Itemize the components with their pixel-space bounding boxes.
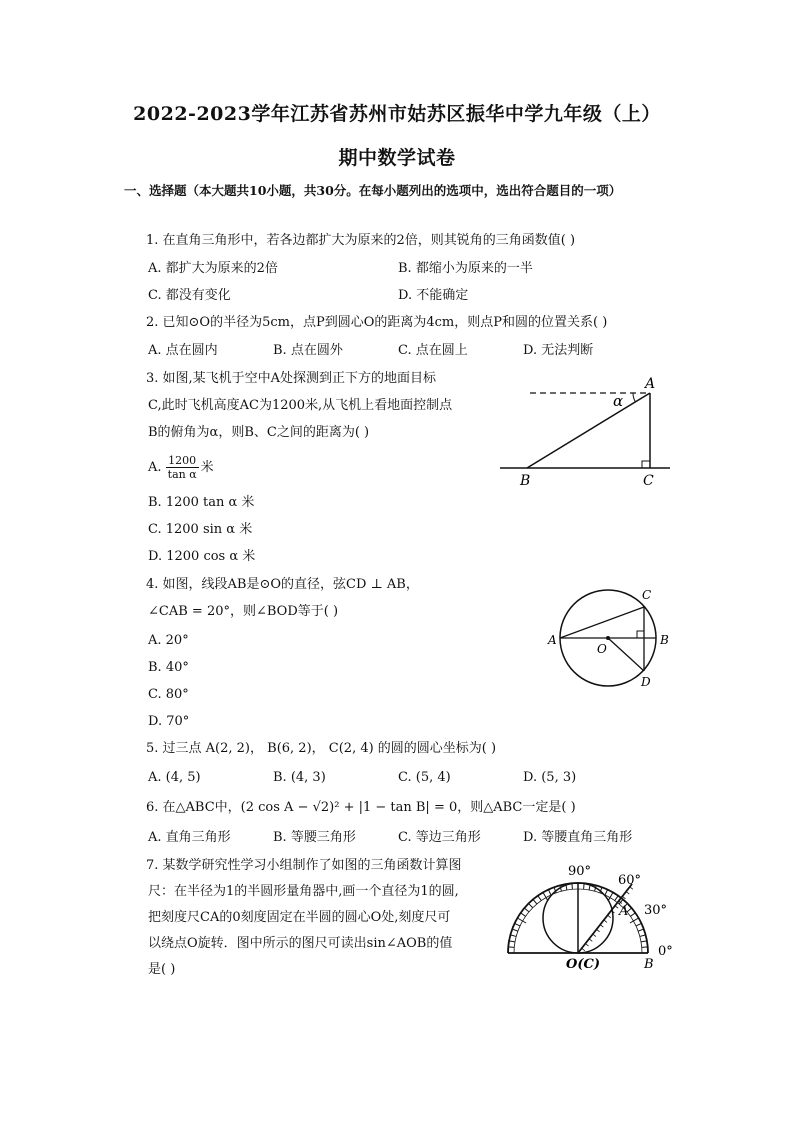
q7-label-0: 0° xyxy=(658,944,673,959)
q3-stem-line-3: B的俯角为α，则B、C之间的距离为( ) xyxy=(148,425,370,440)
q7-protractor-tick xyxy=(512,929,518,931)
q3-stem-line-2: C,此时飞机高度AC为1200米,从飞机上看地面控制点 xyxy=(148,398,453,413)
q3-option-d[interactable]: D. 1200 cos α 米 xyxy=(148,549,256,564)
q7-ruler-tick xyxy=(593,934,596,936)
q7-protractor-tick xyxy=(548,890,551,895)
q7-protractor-tick xyxy=(509,941,515,942)
title-line-2: 期中数学试卷 xyxy=(338,147,456,169)
q7-stem-line-1: 7. 某数学研究性学习小组制作了如图的三角函数计算图 xyxy=(146,858,462,873)
q4-stem-line-2: ∠CAB = 20°，则∠BOD等于( ) xyxy=(148,604,339,619)
q7-ruler-tick xyxy=(596,929,599,931)
q3-fraction-numerator: 1200 xyxy=(166,454,199,468)
q7-label-30: 30° xyxy=(644,903,668,918)
q7-figure xyxy=(498,858,688,978)
q7-stem-line-5: 是( ) xyxy=(148,962,176,977)
q3-label-a: A xyxy=(645,376,656,392)
q7-protractor-tick xyxy=(538,896,541,901)
q6-option-b[interactable]: B. 等腰三角形 xyxy=(273,830,356,845)
q7-label-a: A xyxy=(619,904,629,919)
q7-protractor-tick xyxy=(638,929,644,931)
q3-option-c[interactable]: C. 1200 sin α 米 xyxy=(148,522,253,537)
q3-figure xyxy=(495,368,675,493)
section-heading: 一、选择题（本大题共10小题，共30分。在每小题列出的选项中，选出符合题目的一项） xyxy=(124,183,622,198)
q6-stem: 6. 在△ABC中，(2 cos A − √2)² + |1 − tan B| = 0，则△ABC一定是( ) xyxy=(146,800,576,815)
q3-right-angle-mark xyxy=(642,461,650,468)
q4-figure xyxy=(545,585,675,695)
q2-stem: 2. 已知⊙O的半径为5cm，点P到圆心O的距离为4cm，则点P和圆的位置关系( ) xyxy=(146,315,608,330)
q2-option-b[interactable]: B. 点在圆外 xyxy=(273,343,343,358)
q1-stem: 1. 在直角三角形中，若各边都扩大为原来的2倍，则其锐角的三角函数值( ) xyxy=(146,233,576,248)
q3-fraction-denominator: tan α xyxy=(167,468,197,481)
q4-chord-ac xyxy=(560,607,644,638)
q5-option-a[interactable]: A. (4, 5) xyxy=(148,770,201,785)
q4-right-angle-mark xyxy=(637,631,644,638)
q5-option-d[interactable]: D. (5, 3) xyxy=(523,770,577,785)
q7-ruler-tick xyxy=(589,939,592,941)
q3-option-a-fraction xyxy=(166,454,199,481)
q7-stem-line-3: 把刻度尺CA的0刻度固定在半圆的圆心O处,刻度尺可 xyxy=(148,910,451,925)
q7-protractor-tick xyxy=(521,913,526,916)
q1-option-c[interactable]: C. 都没有变化 xyxy=(148,288,231,303)
q4-stem-line-1: 4. 如图，线段AB是⊙O的直径，弦CD ⊥ AB， xyxy=(146,577,419,592)
q7-protractor-tick xyxy=(508,947,514,948)
q7-stem-line-4: 以绕点O旋转．图中所示的图尺可读出sin∠AOB的值 xyxy=(148,936,453,951)
q1-option-b[interactable]: B. 都缩小为原来的一半 xyxy=(398,261,533,276)
q4-label-o: O xyxy=(597,642,607,656)
q7-ruler-tick xyxy=(615,906,618,908)
q3-label-alpha: α xyxy=(613,392,624,410)
q7-protractor-tick xyxy=(640,935,646,937)
q7-ruler-tick xyxy=(604,920,607,922)
q7-label-60: 60° xyxy=(618,873,642,888)
q7-ruler-tick xyxy=(608,915,611,917)
q7-protractor-tick xyxy=(642,947,648,948)
q4-option-b[interactable]: B. 40° xyxy=(148,660,189,675)
q7-label-b: B xyxy=(644,957,654,972)
q4-center-dot xyxy=(606,636,610,640)
q3-option-a-unit: 米 xyxy=(200,460,214,475)
q4-option-a[interactable]: A. 20° xyxy=(148,633,189,648)
q7-label-oc: O(C) xyxy=(566,957,600,972)
q6-option-c[interactable]: C. 等边三角形 xyxy=(398,830,481,845)
q6-option-d[interactable]: D. 等腰直角三角形 xyxy=(523,830,633,845)
q3-stem-line-1: 3. 如图,某飞机于空中A处探测到正下方的地面目标 xyxy=(146,371,437,386)
q1-option-d[interactable]: D. 不能确定 xyxy=(398,288,469,303)
q7-protractor-tick xyxy=(630,913,635,916)
q5-stem: 5. 过三点 A(2, 2)， B(6, 2)， C(2, 4) 的圆的圆心坐标为( ) xyxy=(146,741,497,756)
q3-option-b[interactable]: B. 1200 tan α 米 xyxy=(148,495,255,510)
q4-label-b: B xyxy=(660,633,669,647)
q7-protractor-tick xyxy=(605,890,608,895)
q2-option-c[interactable]: C. 点在圆上 xyxy=(398,343,468,358)
q4-label-d: D xyxy=(641,675,651,689)
q3-segment-ab xyxy=(527,393,650,468)
q7-stem-line-2: 尺：在半径为1的半圆形量角器中,画一个直径为1的圆, xyxy=(148,884,459,899)
q4-option-d[interactable]: D. 70° xyxy=(148,714,190,729)
q5-option-b[interactable]: B. (4, 3) xyxy=(273,770,326,785)
q7-protractor-tick xyxy=(636,923,641,926)
q7-protractor-tick xyxy=(510,935,516,937)
q3-label-c: C xyxy=(643,473,654,489)
q7-protractor-tick xyxy=(515,923,520,926)
q7-protractor-tick xyxy=(641,941,647,942)
q7-protractor-tick xyxy=(524,908,529,912)
q7-ruler-tick xyxy=(600,925,603,927)
q7-label-90: 90° xyxy=(568,864,592,879)
q6-option-a[interactable]: A. 直角三角形 xyxy=(148,830,231,845)
q4-label-a: A xyxy=(548,633,557,647)
q2-option-a[interactable]: A. 点在圆内 xyxy=(148,343,218,358)
q3-label-b: B xyxy=(520,473,531,489)
q7-ruler-tick xyxy=(582,948,585,950)
q3-option-a[interactable] xyxy=(148,454,214,481)
q3-option-a-label: A. xyxy=(148,460,162,475)
q2-option-d[interactable]: D. 无法判断 xyxy=(523,343,594,358)
title-line-1: 2022-2023学年江苏省苏州市姑苏区振华中学九年级（上） xyxy=(133,103,661,125)
q7-protractor-tick xyxy=(615,896,618,901)
q4-option-c[interactable]: C. 80° xyxy=(148,687,189,702)
q5-option-c[interactable]: C. (5, 4) xyxy=(398,770,451,785)
q1-option-a[interactable]: A. 都扩大为原来的2倍 xyxy=(148,261,278,276)
q4-segment-od xyxy=(608,638,644,671)
q7-ruler-tick xyxy=(626,892,629,894)
q4-label-c: C xyxy=(642,588,652,602)
q7-protractor-tick xyxy=(533,899,537,904)
q7-ruler-tick xyxy=(585,944,588,946)
q3-angle-arc xyxy=(633,393,636,402)
